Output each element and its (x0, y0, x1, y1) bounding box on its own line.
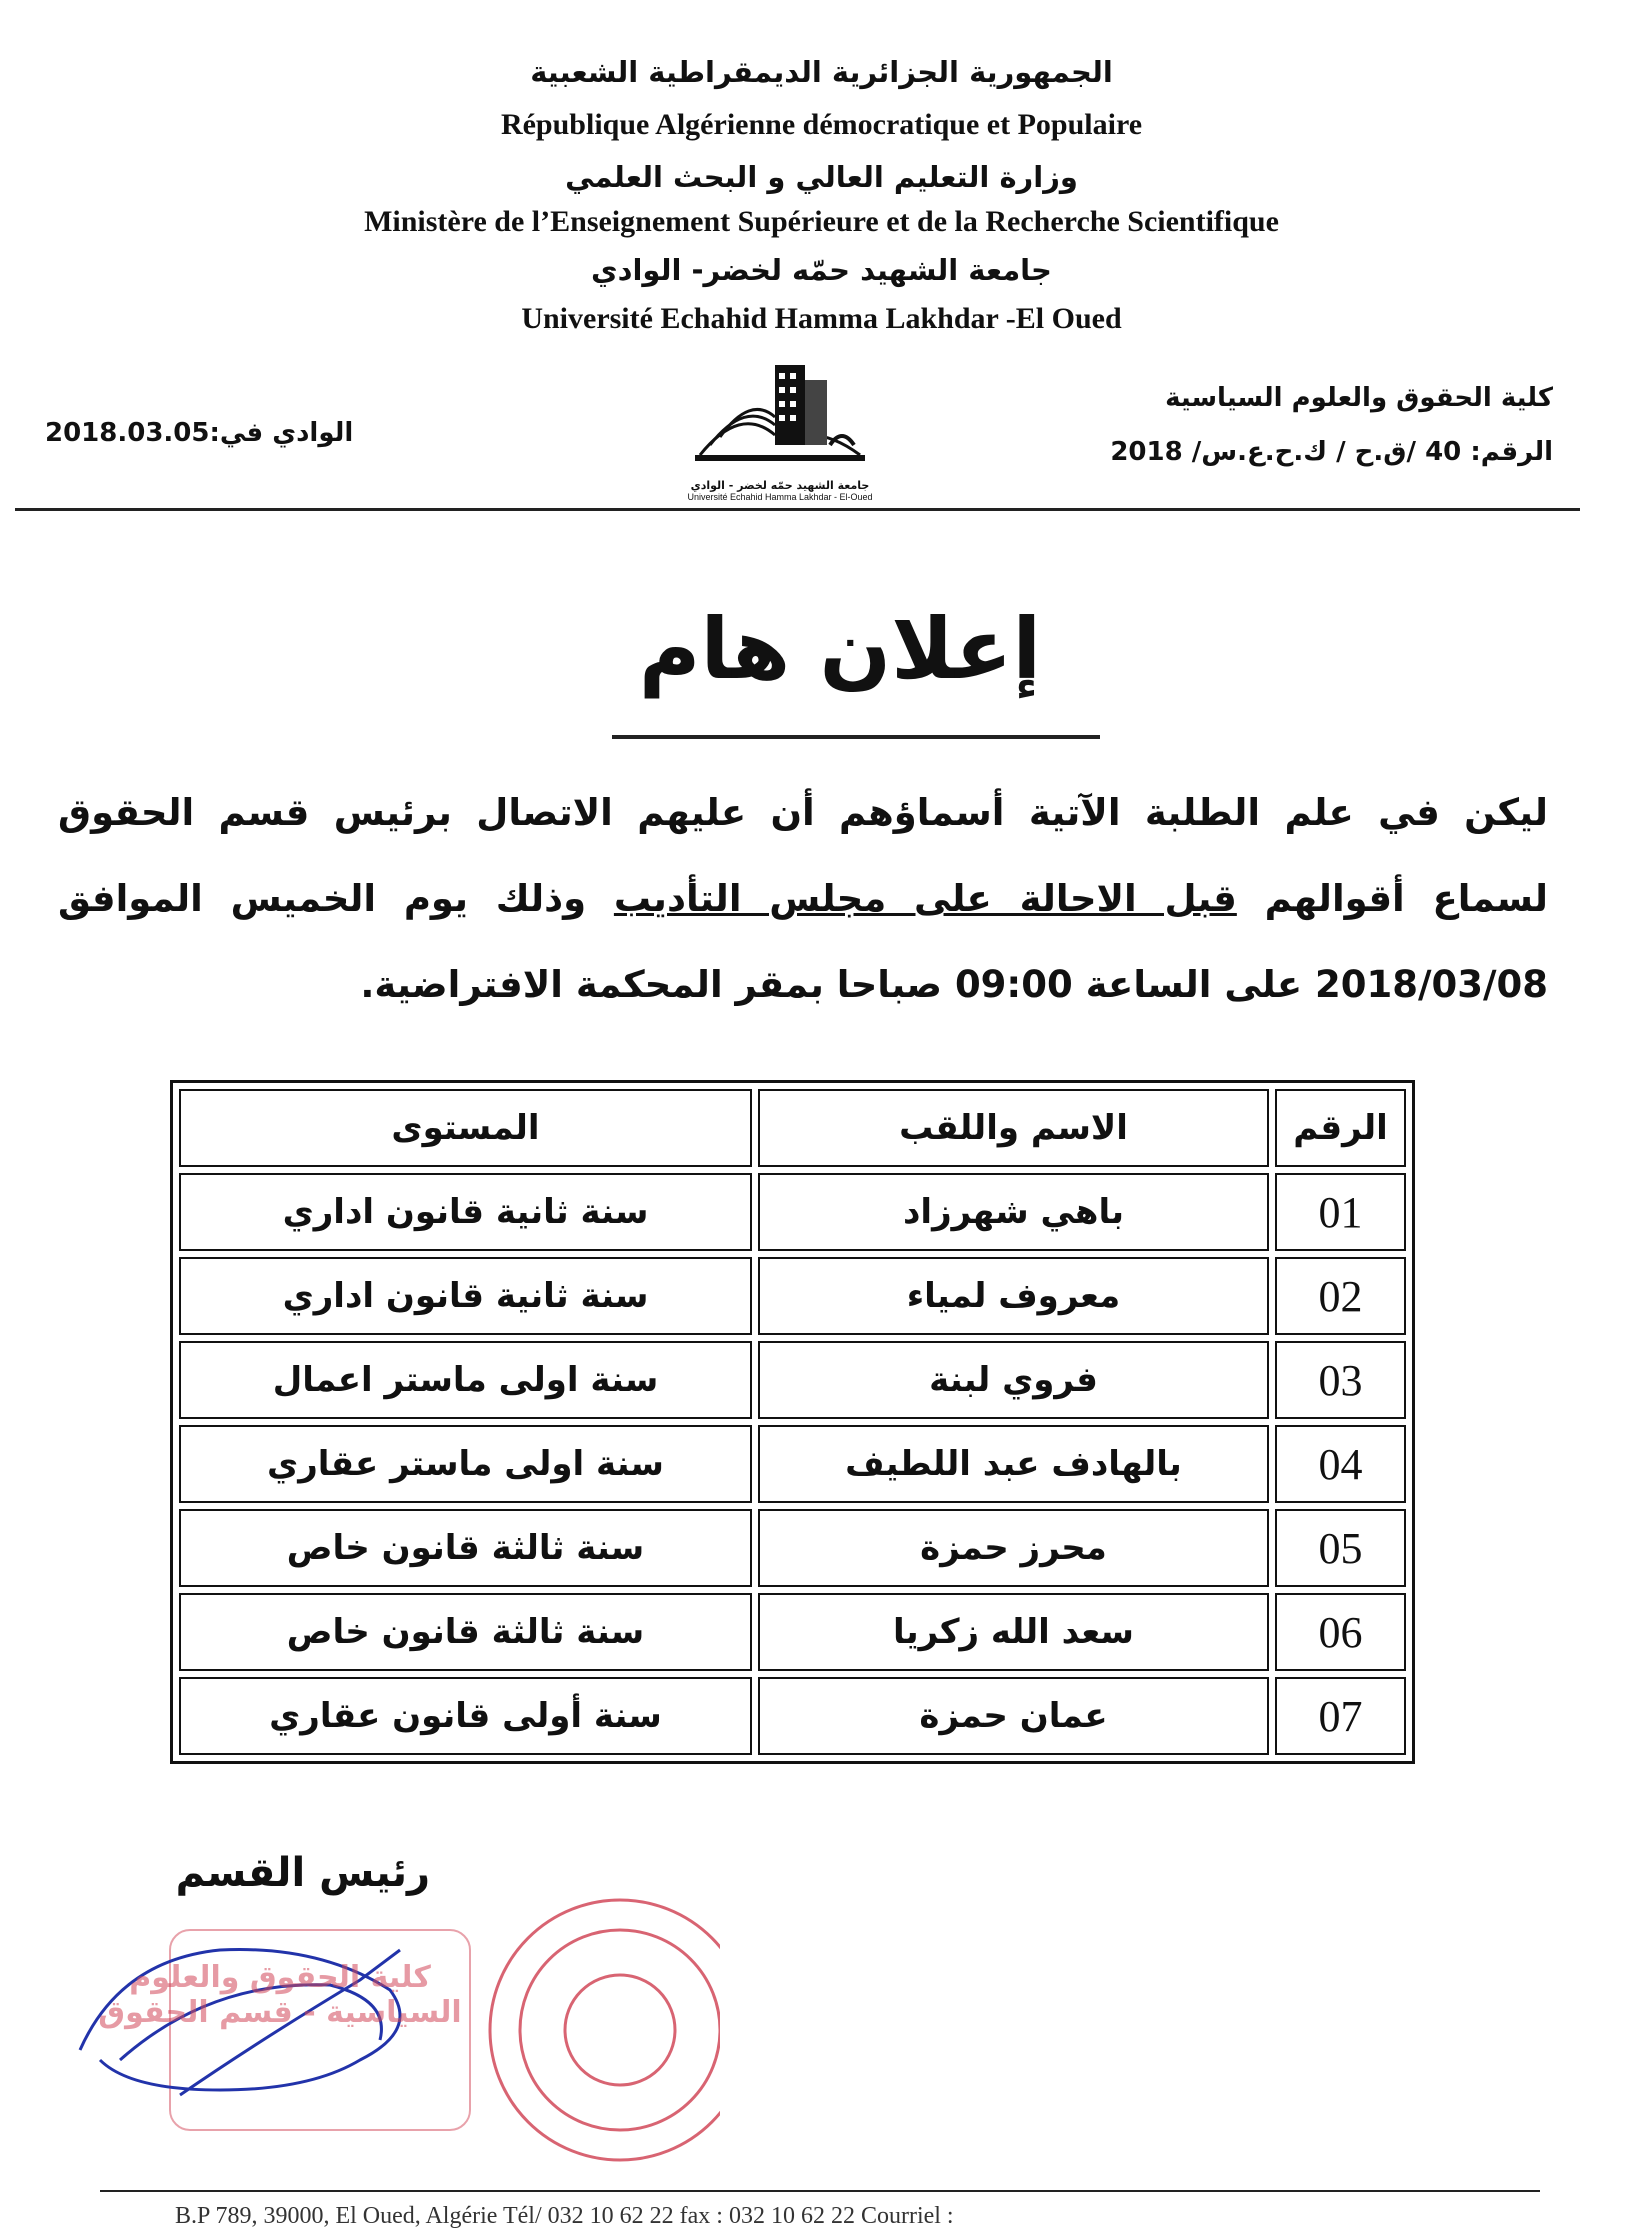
table-row (179, 1509, 1406, 1587)
ministry-ar: وزارة التعليم العالي و البحث العلمي (565, 160, 1078, 194)
body-line-2-start: لسماع أقوالهم (1236, 877, 1549, 920)
row-number: 02 (1275, 1257, 1406, 1335)
university-logo-icon (680, 345, 880, 475)
row-level: سنة ثانية قانون اداري (179, 1257, 752, 1335)
reference-number: الرقم: 40 /ق.ح / ك.ح.ع.س/ 2018 (1110, 437, 1553, 467)
body-line-1: ليكن في علم الطلبة الآتية أسماؤهم أن عليهم الاتصال برئيس قسم الحقوق (58, 791, 1548, 834)
body-line-2 (58, 856, 1548, 942)
title-underline (612, 735, 1100, 739)
table-row (179, 1593, 1406, 1671)
body-line-2-underlined: قبل الاحالة على مجلس التأديب (613, 877, 1237, 920)
row-name: بالهادف عبد اللطيف (758, 1425, 1269, 1503)
body-line-2-end: وذلك يوم الخميس الموافق (58, 877, 614, 920)
row-name: باهي شهرزاد (758, 1173, 1269, 1251)
table-row (179, 1173, 1406, 1251)
footer-contact: B.P 789, 39000, El Oued, Algérie Tél/ 032 10 62 22 fax : 032 10 62 22 Courriel : (175, 2203, 954, 2229)
logo-caption-ar: جامعة الشهيد حمّه لخضر - الوادي (690, 479, 870, 492)
row-number: 01 (1275, 1173, 1406, 1251)
row-level: سنة أولى قانون عقاري (179, 1677, 752, 1755)
republic-ar: الجمهورية الجزائرية الديمقراطية الشعبية (530, 55, 1113, 89)
header-number: الرقم (1275, 1089, 1406, 1167)
row-level: سنة اولى ماستر عقاري (179, 1425, 752, 1503)
logo-caption-fr: Université Echahid Hamma Lakhdar - El-Oued (687, 492, 873, 502)
ministry-fr: Ministère de l’Enseignement Supérieure et de la Recherche Scientifique (364, 205, 1279, 238)
row-name: عمان حمزة (758, 1677, 1269, 1755)
university-ar: جامعة الشهيد حمّه لخضر- الوادي (591, 253, 1052, 287)
table-row (179, 1677, 1406, 1755)
row-number: 07 (1275, 1677, 1406, 1755)
table-row (179, 1425, 1406, 1503)
faculty-name: كلية الحقوق والعلوم السياسية (1165, 383, 1553, 413)
official-stamp-icon (60, 1890, 720, 2240)
stamp-text: كلية الحقوق والعلوم السياسية - قسم الحقوق (98, 1960, 462, 2030)
header-level: المستوى (179, 1089, 752, 1167)
table-row (179, 1257, 1406, 1335)
table-header-row (179, 1089, 1406, 1167)
footer-divider (100, 2190, 1540, 2192)
body-line-3: 2018/03/08 على الساعة 09:00 صباحا بمقر المحكمة الافتراضية. (360, 963, 1548, 1006)
row-name: سعد الله زكريا (758, 1593, 1269, 1671)
table-row (179, 1341, 1406, 1419)
row-number: 03 (1275, 1341, 1406, 1419)
students-table (170, 1080, 1415, 1764)
department-head-title: رئيس القسم (175, 1850, 430, 1896)
row-level: سنة ثالثة قانون خاص (179, 1593, 752, 1671)
university-logo (680, 345, 880, 505)
row-level: سنة ثانية قانون اداري (179, 1173, 752, 1251)
announcement-body (58, 770, 1548, 1028)
row-level: سنة ثالثة قانون خاص (179, 1509, 752, 1587)
document-date: الوادي في:2018.03.05 (45, 418, 354, 448)
row-number: 05 (1275, 1509, 1406, 1587)
row-name: فروي لبنة (758, 1341, 1269, 1419)
republic-fr: République Algérienne démocratique et Populaire (500, 108, 1143, 141)
row-name: معروف لمياء (758, 1257, 1269, 1335)
header-divider (15, 508, 1580, 511)
university-fr: Université Echahid Hamma Lakhdar -El Oued (521, 302, 1122, 335)
row-number: 06 (1275, 1593, 1406, 1671)
row-name: محرز حمزة (758, 1509, 1269, 1587)
row-level: سنة اولى ماستر اعمال (179, 1341, 752, 1419)
row-number: 04 (1275, 1425, 1406, 1503)
header-name: الاسم واللقب (758, 1089, 1269, 1167)
page-title: إعلان هام (638, 600, 1042, 698)
